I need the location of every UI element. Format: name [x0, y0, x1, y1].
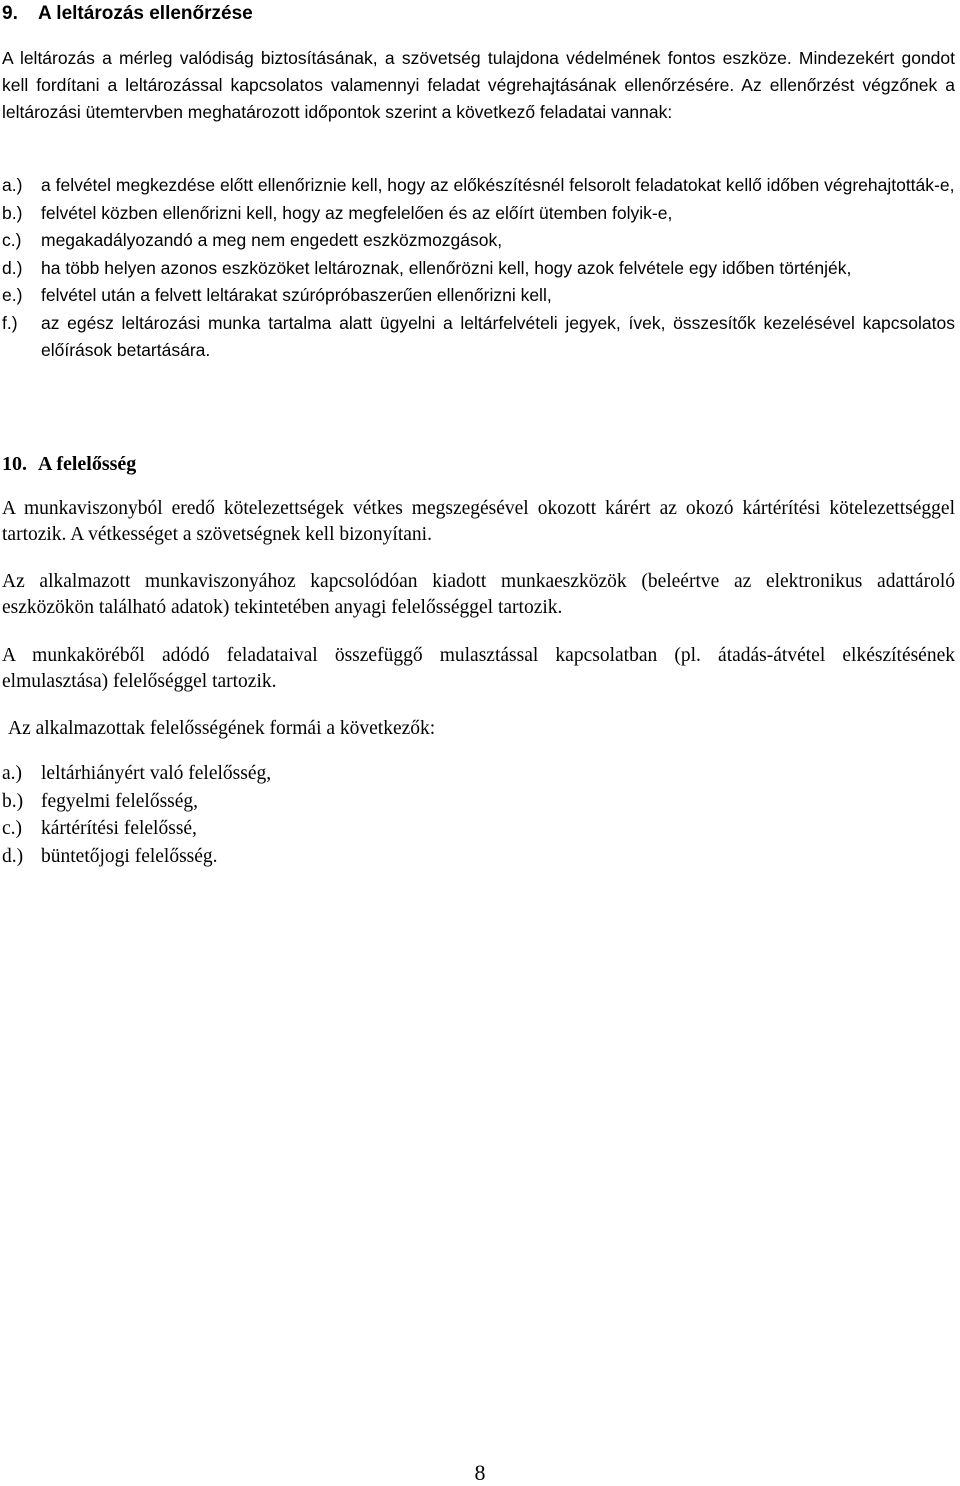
- section-9-heading: [2, 1, 955, 27]
- list-marker: d.): [2, 257, 23, 278]
- section-10-heading: [2, 451, 955, 477]
- list-item-text: kártérítési felelőssé,: [41, 818, 197, 839]
- list-item: [2, 310, 955, 365]
- list-marker: a.): [2, 175, 23, 195]
- list-marker: a.): [2, 763, 23, 784]
- list-item: [2, 760, 955, 788]
- list-item-text: ha több helyen azonos eszközöket leltároznak, ellenőrözni kell, hogy azok felvétele egy időben történjék,: [41, 257, 852, 278]
- list-item: [2, 788, 955, 816]
- section-9-task-list: [2, 172, 955, 365]
- page-number: 8: [474, 1460, 486, 1485]
- forms-intro: Az alkalmazottak felelősségének formái a következők:: [8, 718, 436, 739]
- list-item-text: a felvétel megkezdése előtt ellenőriznie kell, hogy az előkészítésnél felsorolt feladatokat kellő időben végrehajtották-e,: [41, 175, 955, 195]
- section-9-paragraph: A leltározás a mérleg valódiság biztosításának, a szövetség tulajdona védelmének fontos eszköze. Mindezekért gondot kell fordítani a leltározással kapcsolatos valamennyi feladat végrehajtásának ellenőrzésére. Az ellenőrzést végzőnek a leltározási ütemtervben meghatározott időpontok szerint a következő feladatai vannak:: [2, 48, 955, 122]
- list-marker: c.): [2, 818, 23, 839]
- list-marker: f.): [2, 312, 18, 333]
- list-marker: b.): [2, 202, 23, 223]
- list-item: [2, 227, 955, 255]
- list-item: [2, 843, 955, 871]
- list-marker: d.): [2, 845, 24, 867]
- list-item-text: leltárhiányért való felelősség,: [41, 763, 272, 784]
- section-10-paragraph-1: A munkaviszonyból eredő kötelezettségek vétkes megszegésével okozott kárért az okozó kártérítési kötelezettséggel tartozik. A vétkességet a szövetségnek kell bizonyítani.: [2, 498, 955, 545]
- list-item-text: az egész leltározási munka tartalma alatt ügyelni a leltárfelvételi jegyek, ívek, összesítők kezelésével kapcsolatos előírások betartására.: [41, 312, 955, 360]
- list-item-text: megakadályozandó a meg nem engedett eszközmozgások,: [41, 230, 503, 250]
- list-item-text: fegyelmi felelősség,: [41, 790, 199, 812]
- list-marker: b.): [2, 790, 24, 812]
- list-marker: e.): [2, 285, 23, 305]
- list-item: [2, 282, 955, 310]
- list-item: [2, 255, 955, 283]
- section-9-number: 9.: [2, 3, 18, 24]
- list-item-text: felvétel közben ellenőrizni kell, hogy az megfelelően és az előírt ütemben folyik-e,: [41, 202, 673, 223]
- list-item: [2, 815, 955, 843]
- section-10-paragraph-3: A munkaköréből adódó feladataival összefüggő mulasztással kapcsolatban (pl. átadás-átvétel elkészítésének elmulasztása) felelőséggel tartozik.: [2, 645, 955, 692]
- list-item: [2, 172, 955, 200]
- responsibility-forms-list: [2, 760, 955, 870]
- list-item-text: felvétel után a felvett leltárakat szúrópróbaszerűen ellenőrizni kell,: [41, 285, 552, 305]
- list-marker: c.): [2, 230, 22, 250]
- section-10-title: A felelősség: [38, 453, 137, 475]
- list-item: [2, 200, 955, 228]
- section-10-number: 10.: [2, 453, 27, 475]
- list-item-text: büntetőjogi felelősség.: [41, 845, 218, 867]
- section-10-paragraph-2: Az alkalmazott munkaviszonyához kapcsolódóan kiadott munkaeszközök (beleértve az elektronikus adattároló eszközökön található adatok) tekintetében anyagi felelősséggel tartozik.: [2, 571, 955, 618]
- section-9-title: A leltározás ellenőrzése: [38, 3, 253, 24]
